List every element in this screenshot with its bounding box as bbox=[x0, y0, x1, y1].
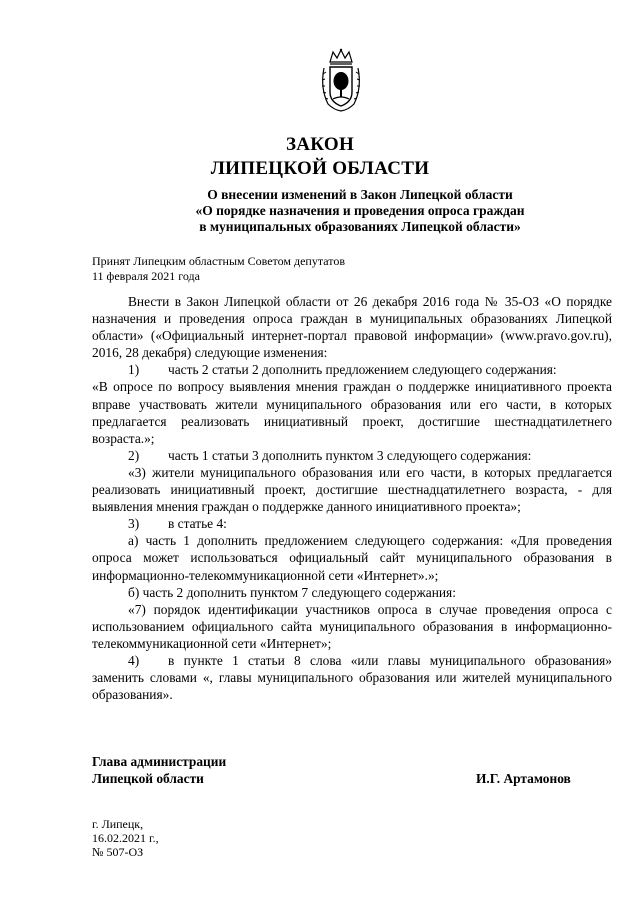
item-3 bbox=[92, 515, 612, 532]
document-subtitle-line3: в муниципальных образованиях Липецкой области» bbox=[199, 219, 521, 234]
document-subtitle-line2: «О порядке назначения и проведения опроса граждан bbox=[195, 203, 525, 218]
footer-city: г. Липецк, bbox=[92, 817, 144, 831]
document-title-line2: ЛИПЕЦКОЙ ОБЛАСТИ bbox=[210, 158, 430, 179]
item-4-text: в пункте 1 статьи 8 слова «или главы муниципального образования» заменить словами «, главы муниципального образования или жителей муниципального образования». bbox=[92, 652, 612, 703]
adopted-date-line: 11 февраля 2021 года bbox=[92, 269, 200, 283]
document-title-line1: ЗАКОН bbox=[285, 134, 355, 155]
item-2-quote: «3) жители муниципального образования или его части, в которых предлагается реализовать инициативный проект, достигшие шестнадцатилетнего возраста, - для выявления мнения граждан о поддержке данного инициативного проекта»; bbox=[92, 464, 612, 515]
signatory-position-line2: Липецкой области bbox=[92, 771, 204, 786]
coat-of-arms-icon bbox=[318, 48, 364, 114]
item-3-number: 3) bbox=[128, 516, 140, 532]
item-3-b-quote: «7) порядок идентификации участников опроса в случае проведения опроса с использованием официального сайта муниципального образования в информационно-телекоммуникационной сети «Интернет»; bbox=[92, 601, 612, 651]
item-3-text: в статье 4: bbox=[168, 516, 227, 532]
footer-date: 16.02.2021 г., bbox=[92, 831, 159, 845]
item-1-number: 1) bbox=[128, 362, 140, 378]
item-3-a: а) часть 1 дополнить предложением следующего содержания: «Для проведения опроса может использоваться официальный сайт муниципального образования в информационно-телекоммуникационной сети «Интернет».»; bbox=[92, 533, 612, 583]
item-2 bbox=[92, 447, 612, 464]
item-1-quote: «В опросе по вопросу выявления мнения граждан о поддержке инициативного проекта вправе участвовать жители муниципального образования или его части, в которых предлагается реализовать инициативный проект, достигшие шестнадцатилетнего возраста.»; bbox=[92, 379, 612, 446]
signatory-name: И.Г. Артамонов bbox=[476, 771, 571, 786]
item-1 bbox=[92, 361, 612, 378]
item-4 bbox=[92, 652, 612, 703]
item-2-text: часть 1 статьи 3 дополнить пунктом 3 следующего содержания: bbox=[168, 447, 532, 463]
footer-number: № 507-ОЗ bbox=[92, 845, 144, 859]
document-subtitle-line1: О внесении изменений в Закон Липецкой области bbox=[207, 187, 513, 202]
item-3-b: б) часть 2 дополнить пунктом 7 следующего содержания: bbox=[128, 584, 456, 600]
item-4-number: 4) bbox=[128, 652, 140, 668]
item-2-number: 2) bbox=[128, 447, 140, 463]
coat-of-arms-emblem bbox=[318, 48, 364, 114]
adopted-by-line: Принят Липецким областным Советом депутатов bbox=[92, 254, 346, 268]
intro-paragraph: Внести в Закон Липецкой области от 26 декабря 2016 года № 35-ОЗ «О порядке назначения и проведения опроса граждан в муниципальных образованиях Липецкой области» («Официальный интернет-портал правовой информации» (www.pravo.gov.ru), 2016, 28 декабря) следующие изменения: bbox=[92, 294, 612, 361]
item-1-text: часть 2 статьи 2 дополнить предложением следующего содержания: bbox=[168, 362, 557, 378]
signatory-position-line1: Глава администрации bbox=[92, 754, 227, 769]
law-body bbox=[92, 293, 612, 703]
